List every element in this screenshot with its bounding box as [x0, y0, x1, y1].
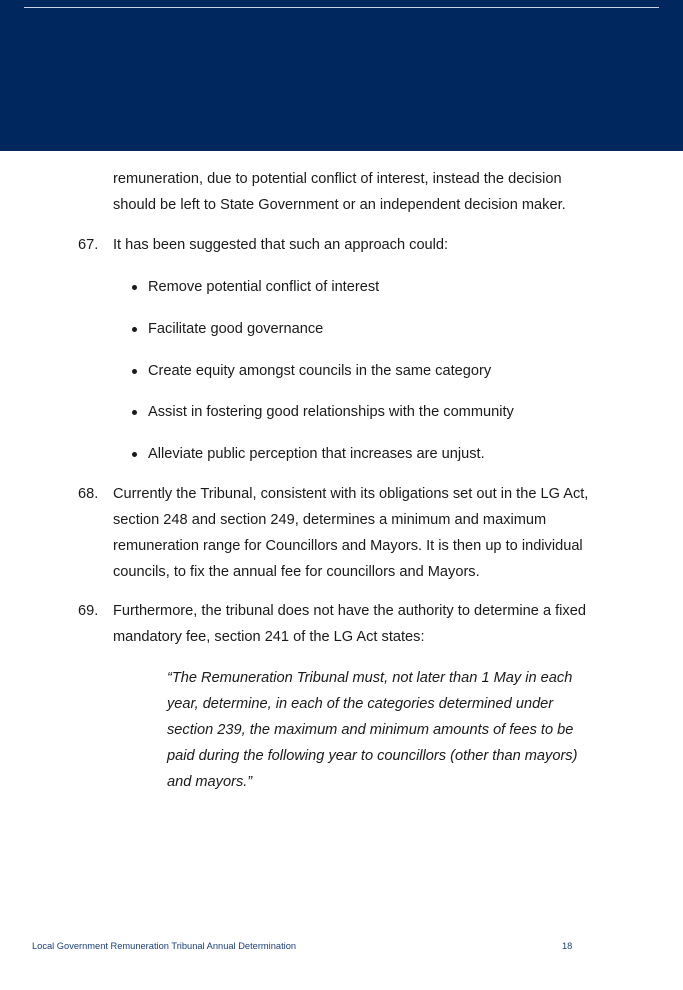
bullet-item: Create equity amongst councils in the same category: [148, 363, 492, 379]
quote-line: and mayors.”: [167, 774, 253, 790]
continuation-line: remuneration, due to potential conflict of interest, instead the decision: [113, 171, 562, 187]
header-rule: [24, 7, 659, 8]
bullet-item: Remove potential conflict of interest: [148, 279, 380, 295]
bullet-icon: [132, 410, 137, 415]
paragraph-line: councils, to fix the annual fee for councillors and Mayors.: [113, 564, 480, 580]
quote-line: year, determine, in each of the categories determined under: [167, 696, 554, 712]
paragraph-line: Furthermore, the tribunal does not have the authority to determine a fixed: [113, 603, 586, 619]
paragraph-line: remuneration range for Councillors and Mayors. It is then up to individual: [113, 538, 583, 554]
bullet-item: Facilitate good governance: [148, 321, 324, 337]
bullet-item: Alleviate public perception that increases are unjust.: [148, 446, 485, 462]
bullet-icon: [132, 369, 137, 374]
paragraph-line: section 248 and section 249, determines a minimum and maximum: [113, 512, 547, 528]
header-band: [0, 0, 683, 151]
bullet-icon: [132, 452, 137, 457]
bullet-icon: [132, 285, 137, 290]
quote-line: section 239, the maximum and minimum amounts of fees to be: [167, 722, 574, 738]
paragraph-number: 69.: [78, 603, 99, 619]
paragraph-line: It has been suggested that such an approach could:: [113, 237, 449, 253]
paragraph-number: 68.: [78, 486, 99, 502]
continuation-line: should be left to State Government or an independent decision maker.: [113, 197, 566, 213]
paragraph-number: 67.: [78, 237, 99, 253]
quote-line: “The Remuneration Tribunal must, not later than 1 May in each: [167, 670, 573, 686]
bullet-icon: [132, 327, 137, 332]
paragraph-line: Currently the Tribunal, consistent with its obligations set out in the LG Act,: [113, 486, 589, 502]
paragraph-line: mandatory fee, section 241 of the LG Act states:: [113, 629, 425, 645]
footer-title: Local Government Remuneration Tribunal Annual Determination: [32, 941, 297, 951]
bullet-item: Assist in fostering good relationships with the community: [148, 404, 514, 420]
quote-line: paid during the following year to councillors (other than mayors): [167, 748, 578, 764]
page-number: 18: [562, 941, 573, 951]
